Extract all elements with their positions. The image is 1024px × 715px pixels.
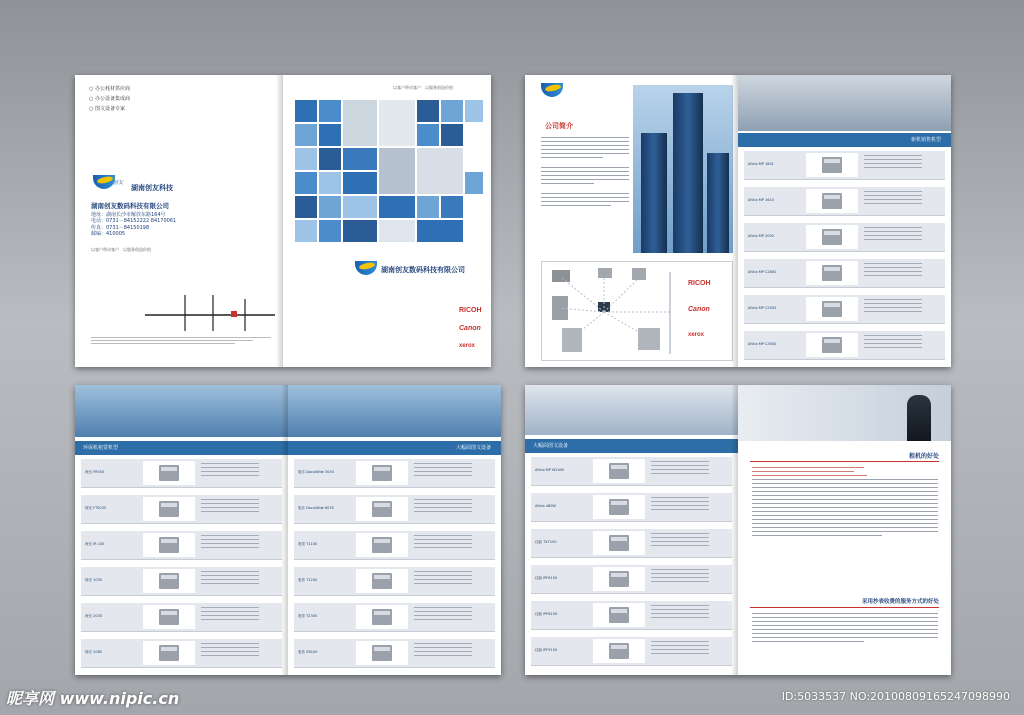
tile <box>379 196 415 218</box>
product-specs <box>864 227 941 243</box>
product-specs <box>414 571 491 587</box>
product-label: 施乐 DocuWide 6035 <box>298 506 334 510</box>
image-id-watermark: ID:5033537 NO:20100809165247098990 <box>781 690 1010 703</box>
skyscraper-photo <box>633 85 733 253</box>
tile-mosaic <box>295 100 491 252</box>
tile <box>295 220 317 242</box>
postcode: 邮编：410005 <box>91 230 126 237</box>
building <box>707 153 729 253</box>
product-row <box>81 531 282 560</box>
product-specs <box>864 191 941 207</box>
front-cover <box>283 75 491 367</box>
intro-page <box>525 75 738 367</box>
phone: 电话：0731－84152222 84170061 <box>91 218 177 225</box>
product-specs <box>201 535 278 551</box>
product-row <box>294 459 495 488</box>
product-image <box>806 333 858 357</box>
product-label: 佳能 IPF6100 <box>535 576 558 580</box>
product-label: Aficio MP C3500 <box>748 342 777 346</box>
product-image <box>356 605 408 629</box>
product-label: 理光 FR550 <box>85 470 105 474</box>
product-row <box>744 331 945 360</box>
back-cover <box>75 75 283 367</box>
product-specs <box>201 499 278 515</box>
product-specs <box>414 463 491 479</box>
tile <box>417 220 463 242</box>
network-diagram <box>541 261 733 361</box>
product-label: 理光 1035 <box>85 578 103 582</box>
tile <box>343 148 377 170</box>
benefits-heading-2: 采用抄表收费的服务方式的好处 <box>861 599 939 605</box>
wideformat2-title-band <box>525 439 738 453</box>
product-image <box>593 495 645 519</box>
product-specs <box>414 499 491 515</box>
product-image <box>593 459 645 483</box>
product-specs <box>651 497 728 513</box>
product-row <box>294 639 495 668</box>
product-image <box>593 567 645 591</box>
businessman-figure <box>907 395 931 441</box>
product-row <box>81 459 282 488</box>
ricoh-logo: RICOH <box>688 280 711 287</box>
benefits-text-1 <box>752 467 938 539</box>
tile <box>417 124 439 146</box>
ricoh-logo: RICOH <box>459 307 482 314</box>
front-logo <box>355 261 381 277</box>
service-item: ○ 办公设备集成商 <box>89 96 130 102</box>
tile <box>319 148 341 170</box>
product-label: Aficio MP W2400 <box>535 468 565 472</box>
tile <box>343 196 377 218</box>
product-row <box>531 457 732 486</box>
product-row <box>294 531 495 560</box>
product-specs <box>414 535 491 551</box>
sales-title: 新机销售机型 <box>910 137 941 143</box>
product-label: Aficio 480W <box>535 504 556 508</box>
product-image <box>593 531 645 555</box>
location-map <box>145 293 275 333</box>
cover-spread <box>75 75 491 367</box>
product-row <box>744 151 945 180</box>
product-specs <box>651 641 728 657</box>
tile <box>441 100 463 122</box>
product-specs <box>651 461 728 477</box>
rental-title: 环保机租赁机型 <box>83 445 119 451</box>
service-item: ○ 办公耗材供应商 <box>89 86 130 92</box>
product-row <box>81 567 282 596</box>
product-image <box>806 297 858 321</box>
product-specs <box>864 299 941 315</box>
tile <box>379 100 415 146</box>
tile <box>343 172 377 194</box>
product-specs <box>864 335 941 351</box>
contact-block <box>91 212 176 237</box>
product-label: 佳能 IPF9100 <box>535 648 558 652</box>
office-photo <box>738 75 951 131</box>
intro-logo <box>541 83 567 99</box>
product-row <box>531 565 732 594</box>
product-specs <box>201 463 278 479</box>
product-image <box>806 153 858 177</box>
tile <box>319 172 341 194</box>
product-specs <box>651 533 728 549</box>
benefits-spread <box>525 385 951 675</box>
tile <box>319 196 341 218</box>
building-photo <box>75 385 288 437</box>
tile <box>295 148 317 170</box>
tile <box>295 172 317 194</box>
tile <box>319 220 341 242</box>
product-row <box>744 259 945 288</box>
product-image <box>356 641 408 665</box>
company-name: 湖南创友数码科技有限公司 <box>91 202 169 210</box>
benefits-page <box>738 385 951 675</box>
product-image <box>356 461 408 485</box>
tile <box>295 100 317 122</box>
product-label: 惠普 Z6100 <box>298 650 318 654</box>
sales-page <box>738 75 951 367</box>
intro-title: 公司简介 <box>545 122 573 130</box>
benefits-heading-1: 租机的好处 <box>908 453 939 460</box>
tile <box>295 196 317 218</box>
intro-spread <box>525 75 951 367</box>
product-label: 理光 2060 <box>85 650 103 654</box>
business-photo <box>738 385 951 441</box>
service-item: ○ 图文设备专家 <box>89 106 125 112</box>
product-label: Aficio MP 1801 <box>748 162 774 166</box>
address: 地址：湖南长沙市解放东路164号 <box>91 212 166 218</box>
product-image <box>143 533 195 557</box>
product-label: 施乐 DocuWide 3030 <box>298 470 334 474</box>
product-label: Aficio MP C2500 <box>748 306 777 310</box>
product-label: 理光 2035 <box>85 614 103 618</box>
product-row <box>294 603 495 632</box>
heading-rule <box>750 461 939 462</box>
product-label: Aficio MP C2800 <box>748 270 777 274</box>
heading-rule <box>750 607 939 608</box>
tile <box>343 220 377 242</box>
tile <box>417 100 439 122</box>
tile <box>441 196 463 218</box>
canon-logo: Canon <box>459 325 481 332</box>
building <box>641 133 667 253</box>
footnote <box>91 337 271 344</box>
product-label: 惠普 T1200 <box>298 578 318 582</box>
tile <box>295 124 317 146</box>
product-row <box>81 639 282 668</box>
tile <box>441 124 463 146</box>
rental-title-band <box>75 441 288 455</box>
product-row <box>81 603 282 632</box>
office-photo <box>525 385 738 435</box>
product-image <box>806 225 858 249</box>
rental-page <box>75 385 288 675</box>
product-row <box>531 529 732 558</box>
tile <box>379 148 415 194</box>
xerox-logo: xerox <box>459 343 476 349</box>
product-label: 理光 IR 105 <box>85 542 105 546</box>
product-row <box>531 601 732 630</box>
product-specs <box>201 643 278 659</box>
product-image <box>593 603 645 627</box>
product-image <box>593 639 645 663</box>
tile <box>319 100 341 122</box>
product-specs <box>651 569 728 585</box>
product-row <box>294 567 495 596</box>
product-row <box>531 493 732 522</box>
product-row <box>81 495 282 524</box>
product-label: 佳能 TX7100 <box>535 540 557 544</box>
product-specs <box>414 607 491 623</box>
wideformat2-title: 大幅面图文设备 <box>533 443 569 449</box>
product-label: 佳能 IPF8100 <box>535 612 558 616</box>
site-watermark: 昵享网 www.nipic.cn <box>6 689 180 708</box>
product-specs <box>864 155 941 171</box>
product-row <box>744 187 945 216</box>
product-image <box>143 641 195 665</box>
product-row <box>744 223 945 252</box>
product-image <box>143 569 195 593</box>
fax: 传真：0731－84150198 <box>91 224 150 231</box>
back-tagline: 以客户带动客户 以服务创造价值 <box>91 247 151 252</box>
building <box>673 93 703 253</box>
product-image <box>143 497 195 521</box>
product-specs <box>414 643 491 659</box>
canon-logo: Canon <box>688 306 710 313</box>
product-specs <box>201 607 278 623</box>
benefits-text-2 <box>752 613 938 645</box>
sales-title-band <box>738 133 951 147</box>
product-image <box>806 189 858 213</box>
tile <box>465 100 483 122</box>
front-company-name: 湖南创友数码科技有限公司 <box>381 266 465 274</box>
product-image <box>356 533 408 557</box>
product-label: 惠普 T2300 <box>298 614 318 618</box>
service-list <box>89 85 130 115</box>
wideformat-page <box>288 385 501 675</box>
product-image <box>356 569 408 593</box>
product-specs <box>651 605 728 621</box>
product-label: Aficio MP 1610 <box>748 198 774 202</box>
tile <box>417 148 463 194</box>
rental-spread <box>75 385 501 675</box>
product-label: Aficio MP 2000 <box>748 234 774 238</box>
product-specs <box>201 571 278 587</box>
product-row <box>294 495 495 524</box>
intro-text <box>541 137 629 209</box>
tile <box>417 196 439 218</box>
wideformat-page-2 <box>525 385 738 675</box>
product-image <box>143 605 195 629</box>
wideformat-title-band <box>288 441 501 455</box>
front-tagline: 以客户带动客户 以服务创造价值 <box>393 85 453 90</box>
wideformat-title: 大幅面图文设备 <box>455 445 491 451</box>
tile <box>379 220 415 242</box>
building-photo <box>288 385 501 437</box>
product-image <box>143 461 195 485</box>
product-row <box>531 637 732 666</box>
tile <box>465 172 483 194</box>
product-image <box>356 497 408 521</box>
product-row <box>744 295 945 324</box>
product-label: 理光 FT5035 <box>85 506 107 510</box>
product-specs <box>864 263 941 279</box>
logo-word: 创友 <box>113 180 124 186</box>
tile <box>343 100 377 146</box>
tile <box>319 124 341 146</box>
short-company-name: 湖南创友科技 <box>131 184 173 192</box>
xerox-logo: xerox <box>688 332 705 338</box>
product-image <box>806 261 858 285</box>
product-label: 惠普 T1100 <box>298 542 318 546</box>
